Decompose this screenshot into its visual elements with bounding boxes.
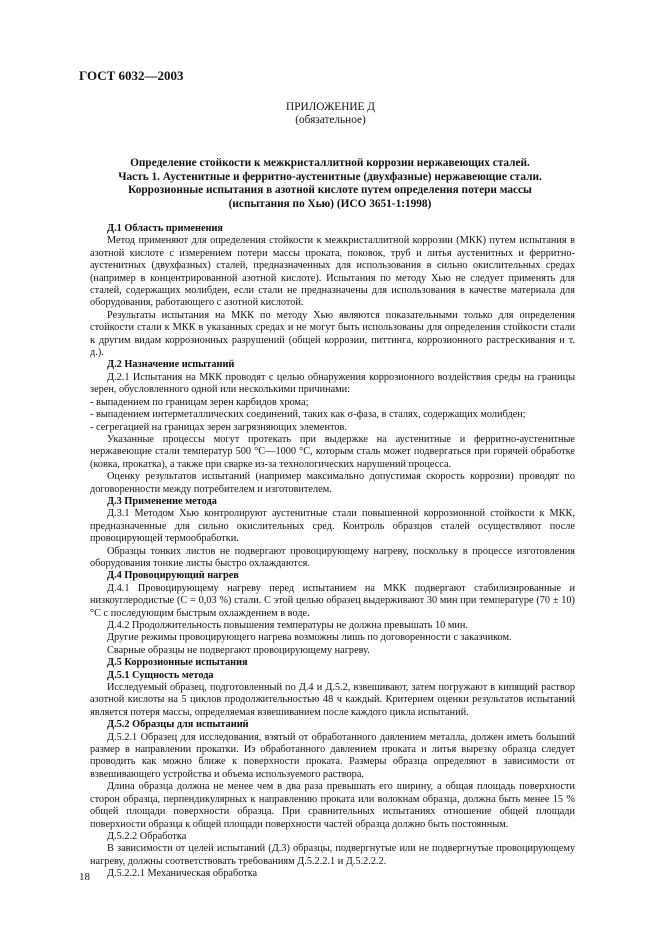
paragraph: Сварные образцы не подвергают провоцирующему нагреву.: [107, 644, 370, 656]
paragraph: Д.5.2.1 Образец для исследования, взятый от обработанного давлением металла, должен иметь больший размер в направлении прокатки. Из обработанного давлением проката и литья вырезку образца следует проводить как можно ближе к поверхности проката. Размеры образца определяют в зависимости от взвешивающего устройства и объема используемого раствора.: [90, 731, 575, 780]
list-item: - выпадением интерметаллических соединений, таких как σ-фаза, в сталях, содержащих молибден;: [90, 409, 526, 421]
paragraph: Длина образца должна не менее чем в два раза превышать его ширину, а общая площадь поверхности сторон образца, перпендикулярных к направлению проката или волокнам образца, должна быть менее 15 % общей площади поверхности образца. При сравнительных испытаниях отношение общей площади поверхности образца к общей площади поверхности частей образца должно быть постоянным.: [90, 781, 575, 830]
paragraph: Метод применяют для определения стойкости к межкристаллитной коррозии (МКК) путем испытания в азотной кислоте с измерением потери массы проката, поковок, труб и литья аустенитных и ферритно-аустенитных (двухфазных) сталей, предназначенных для использования в сильно окислительных средах (например в концентрированной азотной кислоте). Испытания по методу Хью не следует применять для сталей, содержащих молибден, если стали не предназначены для использования в качестве материала для оборудования, работающего с азотной кислотой.: [90, 235, 575, 309]
appendix-heading: [0, 101, 661, 127]
list-item: - выпадением по границам зерен карбидов хрома;: [90, 396, 309, 408]
section-heading: Д.2 Назначение испытаний: [107, 359, 235, 371]
paragraph: Д.5.2.2 Обработка: [107, 830, 187, 842]
document-body: [90, 223, 575, 881]
title-line: Часть 1. Аустенитные и ферритно-аустенитные (двухфазные) нержавеющие стали.: [118, 170, 542, 183]
section-heading: Д.3 Применение метода: [107, 495, 217, 507]
appendix-title: [90, 157, 570, 211]
section-heading: Д.5.1 Сущность метода: [107, 669, 214, 681]
list-item: - сегрегацией на границах зерен загрязняющих элементов.: [90, 421, 347, 433]
paragraph: Д.4.1 Провоцирующему нагреву перед испытанием на МКК подвергают стабилизированные и низкоуглеродистые (С = 0,03 %) стали. С этой целью образец выдерживают 30 мин при температуре (70 ± 10) °С с последующим быстрым охлаждением в воде.: [90, 582, 575, 619]
paragraph: Д.4.2 Продолжительность повышения температуры не должна превышать 10 мин.: [107, 620, 469, 631]
paragraph: Д.3.1 Методом Хью контролируют аустенитные стали повышенной коррозионной стойкости к МКК, предназначенные для сильно окислительных сред. Контроль образцов сталей осуществляют после провоцирующей термообработки.: [90, 508, 575, 545]
appendix-status: (обязательное): [295, 114, 366, 126]
title-line: Определение стойкости к межкристаллитной коррозии нержавеющих сталей.: [130, 157, 530, 169]
section-heading: Д.5.2 Образцы для испытаний: [107, 719, 249, 731]
page-number: 18: [79, 871, 90, 883]
section-heading: Д.4 Провоцирующий нагрев: [107, 570, 239, 582]
paragraph: Другие режимы провоцирующего нагрева возможны лишь по договоренности с заказчиком.: [107, 632, 512, 644]
paragraph: Исследуемый образец, подготовленный по Д.4 и Д.5.2, взвешивают, затем погружают в кипящий раствор азотной кислоты на 5 циклов продолжительностью 48 ч каждый. Критерием оценки результатов испытаний является потеря массы, определяемая взвешиванием после каждого цикла испытаний.: [90, 682, 575, 718]
section-heading: Д.5 Коррозионные испытания: [107, 657, 248, 669]
title-line: Коррозионные испытания в азотной кислоте путем определения потери массы: [128, 184, 532, 197]
title-line: (испытания по Хью) (ИСО 3651-1:1998): [228, 197, 432, 210]
paragraph: Образцы тонких листов не подвергают провоцирующему нагреву, поскольку в процессе изготовления оборудования тонкие листы быстро охлаждаются.: [90, 545, 575, 569]
paragraph: Указанные процессы могут протекать при выдержке на аустенитные и ферритно-аустенитные нержавеющие стали температур 500 °С—1000 °С, которым сталь может подвергаться при горячей обработке (ковка, прокатка), а также при сварке из-за технологических нарушений процесса.: [90, 433, 575, 470]
paragraph: Д.5.2.2.1 Механическая обработка: [107, 868, 258, 880]
paragraph: Оценку результатов испытаний (например максимально допустимая скорость коррозии) проводят по договоренности между потребителем и изготовителем.: [90, 471, 575, 495]
document-code: ГОСТ 6032—2003: [79, 68, 184, 83]
paragraph: Д.2.1 Испытания на МКК проводят с целью обнаружения коррозионного воздействия среды на границы зерен, обусловленного одной или несколькими причинами:: [90, 371, 575, 396]
section-heading: Д.1 Область применения: [107, 223, 223, 234]
paragraph: Результаты испытания на МКК по методу Хью являются показательными только для определения стойкости стали к МКК в указанных средах и не могут быть использованы для определения стойкости стали к другим видам коррозионных разрушений (общей коррозии, питтинга, коррозионного растрескивания и т. д.).: [90, 309, 575, 359]
appendix-name: ПРИЛОЖЕНИЕ Д: [286, 101, 375, 113]
paragraph: В зависимости от целей испытаний (Д.3) образцы, подвергнутые или не подвергнутые провоцирующему нагреву, должны соответствовать требованиям Д.5.2.2.1 и Д.5.2.2.2.: [90, 843, 575, 867]
